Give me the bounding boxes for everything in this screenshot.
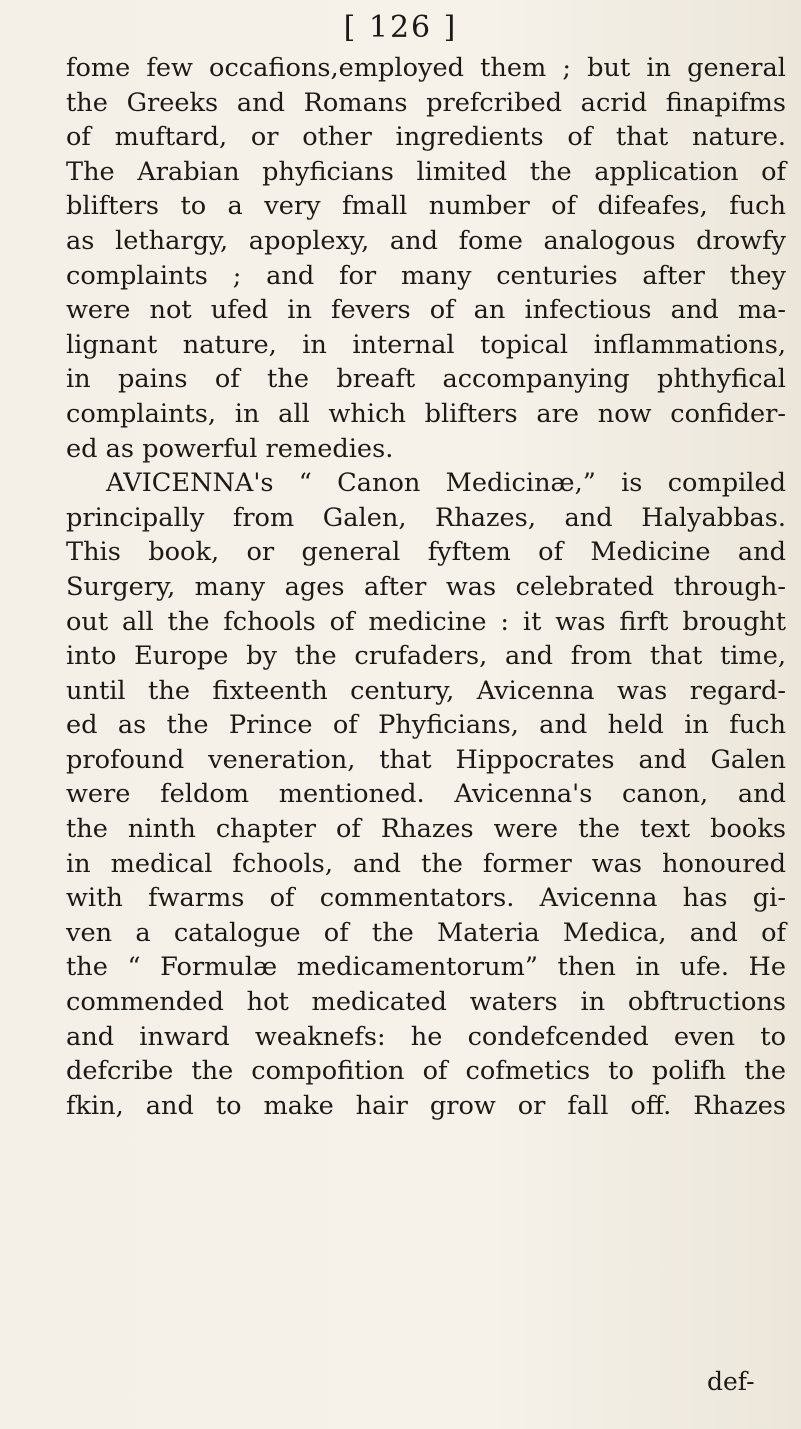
text-line: ed as powerful remedies.	[66, 433, 394, 464]
text-line: principally from Galen, Rhazes, and Halyabbas.	[66, 502, 786, 533]
text-line: profound veneration, that Hippocrates and Galen	[66, 744, 786, 775]
text-line: the “ Formulæ medicamentorum” then in ufe. He	[66, 952, 786, 983]
text-line: and inward weaknefs: he condefcended even to	[66, 1021, 786, 1052]
text-line: Surgery, many ages after was celebrated through-	[66, 571, 786, 602]
text-line: in pains of the breaft accompanying phthyfical	[66, 364, 786, 395]
text-line: complaints ; and for many centuries after they	[66, 260, 786, 291]
text-line: ed as the Prince of Phyficians, and held in fuch	[66, 710, 786, 741]
text-line: into Europe by the crufaders, and from that time,	[66, 641, 786, 672]
text-line: This book, or general fyftem of Medicine and	[66, 537, 786, 568]
text-line: the Greeks and Romans prefcribed acrid finapifms	[66, 87, 786, 118]
text-line: until the fixteenth century, Avicenna was regard-	[66, 675, 786, 706]
text-line: ven a catalogue of the Materia Medica, and of	[66, 917, 786, 948]
text-line: as lethargy, apoplexy, and fome analogous drowfy	[66, 225, 786, 256]
body-text	[66, 51, 786, 1123]
text-line: were not ufed in fevers of an infectious and ma-	[66, 295, 786, 326]
text-line: defcribe the compofition of cofmetics to polifh the	[66, 1056, 786, 1087]
text-line: fome few occafions,employed them ; but in general	[66, 53, 786, 83]
text-line: fkin, and to make hair grow or fall off. Rhazes	[66, 1090, 786, 1121]
text-line: out all the fchools of medicine : it was firft brought	[66, 606, 786, 637]
text-line: in medical fchools, and the former was honoured	[66, 848, 786, 879]
text-line: the ninth chapter of Rhazes were the text books	[66, 814, 786, 845]
text-line: were feldom mentioned. Avicenna's canon, and	[66, 779, 786, 810]
text-line: complaints, in all which blifters are now confider-	[66, 398, 786, 429]
text-line: commended hot medicated waters in obftructions	[66, 987, 786, 1018]
text-line: blifters to a very fmall number of difeafes, fuch	[66, 191, 786, 222]
text-line: AVICENNA's “ Canon Medicinæ,” is compiled	[106, 468, 786, 499]
catchword: def-	[707, 1367, 755, 1396]
text-line: lignant nature, in internal topical inflammations,	[66, 329, 786, 360]
text-line: of muftard, or other ingredients of that nature.	[66, 122, 786, 153]
text-line: The Arabian phyficians limited the application of	[66, 156, 786, 187]
text-line: with fwarms of commentators. Avicenna has gi-	[66, 883, 786, 914]
page-number: [ 126 ]	[343, 10, 458, 45]
